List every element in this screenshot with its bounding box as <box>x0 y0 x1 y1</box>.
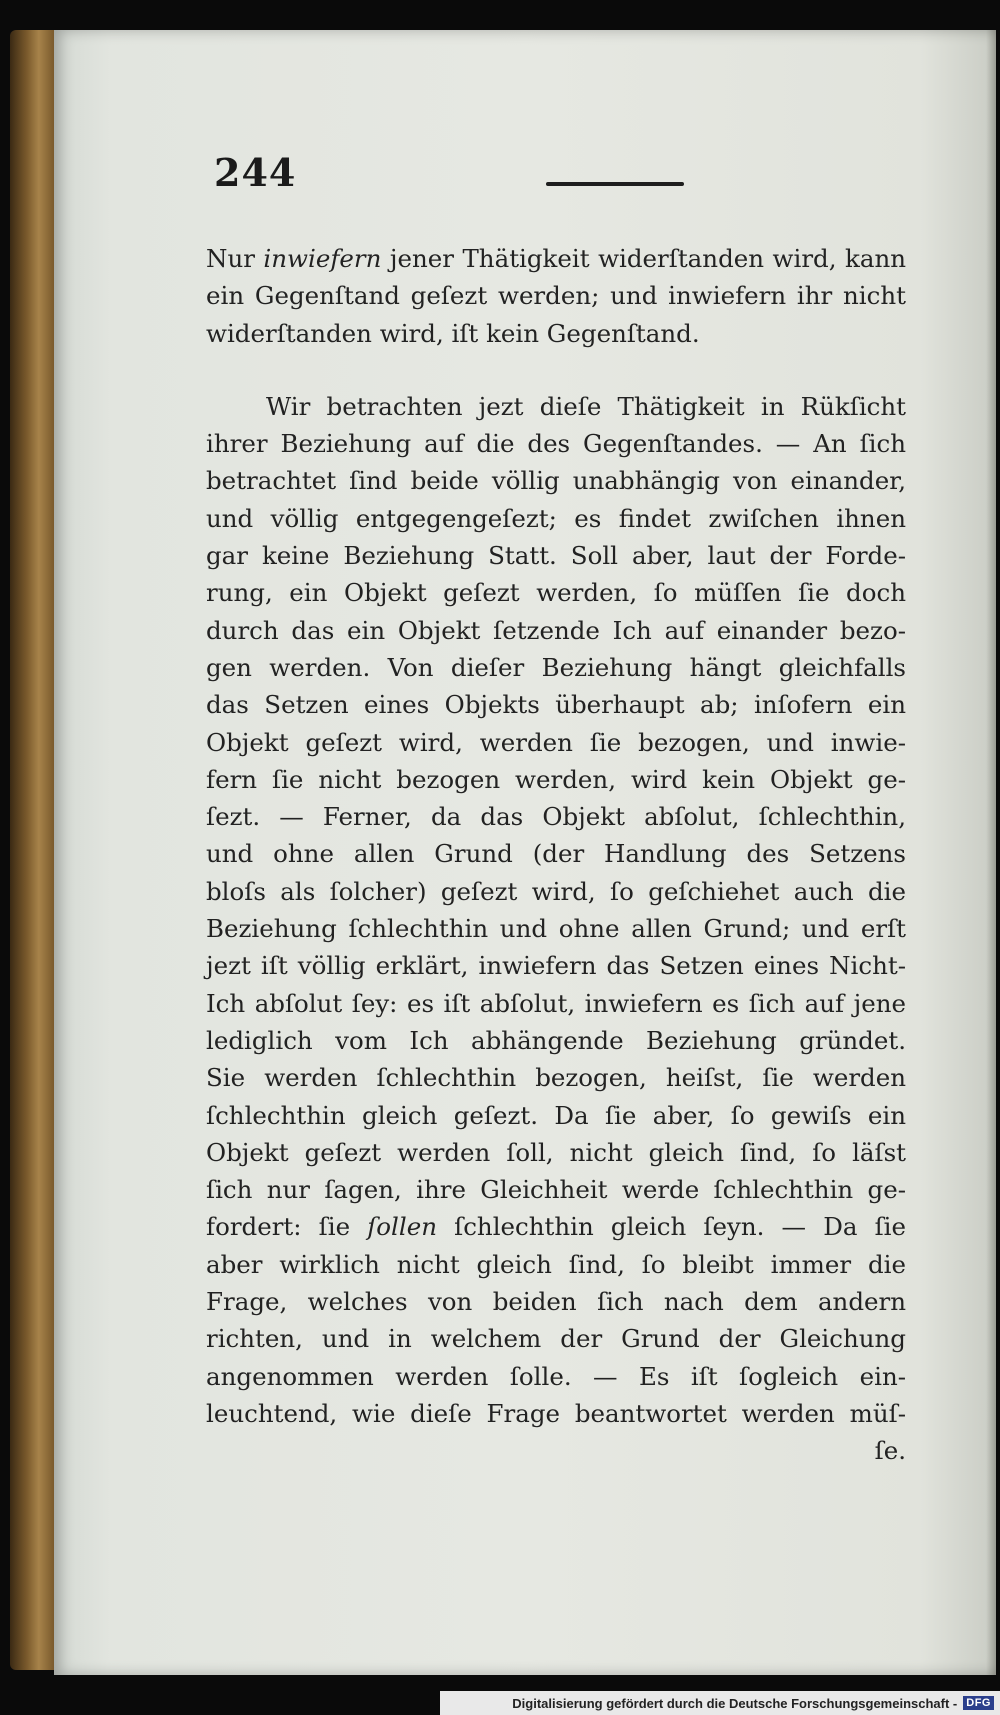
text-line: durch das ein Objekt ſetzende Ich auf einander bezo- <box>206 615 906 645</box>
page-number: 244 <box>214 150 297 195</box>
text-line: und völlig entgegengeſezt; es findet zwiſchen ihnen <box>206 503 906 533</box>
text-line: ſchlechthin gleich geſezt. Da ſie aber, ſo gewiſs ein <box>206 1100 906 1130</box>
page-edge-shadow <box>986 30 996 1675</box>
text-line: fordert: ſie ſollen ſchlechthin gleich ſeyn. — Da ſie <box>206 1212 906 1242</box>
text-line: betrachtet ſind beide völlig unabhängig von einander, <box>206 466 906 496</box>
text-line: ſich nur ſagen, ihre Gleichheit werde ſchlechthin ge- <box>206 1175 906 1205</box>
text-line: ihrer Beziehung auf die des Gegenſtandes. — An ſich <box>206 429 906 459</box>
text-line: Nur inwiefern jener Thätigkeit widerſtanden wird, kann <box>206 244 906 273</box>
text-line: Objekt geſezt werden ſoll, nicht gleich ſind, ſo läſst <box>206 1137 906 1167</box>
paragraph <box>206 240 906 352</box>
text-line: Objekt geſezt wird, werden ſie bezogen, und inwie- <box>206 727 906 757</box>
text-line: ein Gegenſtand geſezt werden; und inwiefern ihr nicht <box>206 281 906 311</box>
text-line: lediglich vom Ich abhängende Beziehung gründet. <box>206 1025 906 1055</box>
text-line: Sie werden ſchlechthin bezogen, heiſst, ſie werden <box>206 1063 906 1093</box>
text-line: rung, ein Objekt geſezt werden, ſo müſſen ſie doch <box>206 578 906 608</box>
text-line: und ohne allen Grund (der Handlung des Setzens <box>206 839 906 869</box>
text-line: bloſs als ſolcher) geſezt wird, ſo geſchiehet auch die <box>206 876 906 906</box>
emphasis: ſollen <box>367 1212 437 1242</box>
text-line: jezt iſt völlig erklärt, inwiefern das Setzen eines Nicht- <box>206 951 906 981</box>
body-text <box>206 240 906 1470</box>
footer-text: Digitalisierung gefördert durch die Deutsche Forschungsgemeinschaft - <box>512 1695 958 1711</box>
text-line: fern ſie nicht bezogen werden, wird kein Objekt ge- <box>206 764 906 794</box>
text-line: gar keine Beziehung Statt. Soll aber, laut der Forde- <box>206 541 906 571</box>
page-header <box>214 150 714 210</box>
catchword: ſe. <box>874 1436 906 1466</box>
text-line: Wir betrachten jezt dieſe Thätigkeit in Rükſicht <box>266 391 906 421</box>
book-spine-edge <box>10 30 58 1670</box>
dfg-logo: DFG <box>963 1696 994 1710</box>
text-line: richten, und in welchem der Grund der Gleichung <box>206 1324 906 1354</box>
text-line: Frage, welches von beiden ſich nach dem andern <box>206 1287 906 1317</box>
text-line: gen werden. Von dieſer Beziehung hängt gleichfalls <box>206 652 906 682</box>
book-page <box>54 30 996 1675</box>
text-line: angenommen werden ſolle. — Es iſt ſogleich ein- <box>206 1361 906 1391</box>
text-line: widerſtanden wird, iſt kein Gegenſtand. <box>206 318 700 348</box>
text-line: ſezt. — Ferner, da das Objekt abſolut, ſchlechthin, <box>206 802 906 832</box>
header-rule <box>546 182 684 186</box>
emphasis: inwiefern <box>263 244 382 273</box>
text-line: Beziehung ſchlechthin und ohne allen Grund; und erſt <box>206 914 906 944</box>
text-line: das Setzen eines Objekts überhaupt ab; inſofern ein <box>206 690 906 720</box>
paragraph <box>206 388 906 1470</box>
text-line: aber wirklich nicht gleich ſind, ſo bleibt immer die <box>206 1249 906 1279</box>
text-line: Ich abſolut ſey: es iſt abſolut, inwiefern es ſich auf jene <box>206 988 906 1018</box>
digitization-footer <box>440 1691 1000 1715</box>
text-line: leuchtend, wie dieſe Frage beantwortet werden müſ- <box>206 1398 906 1428</box>
